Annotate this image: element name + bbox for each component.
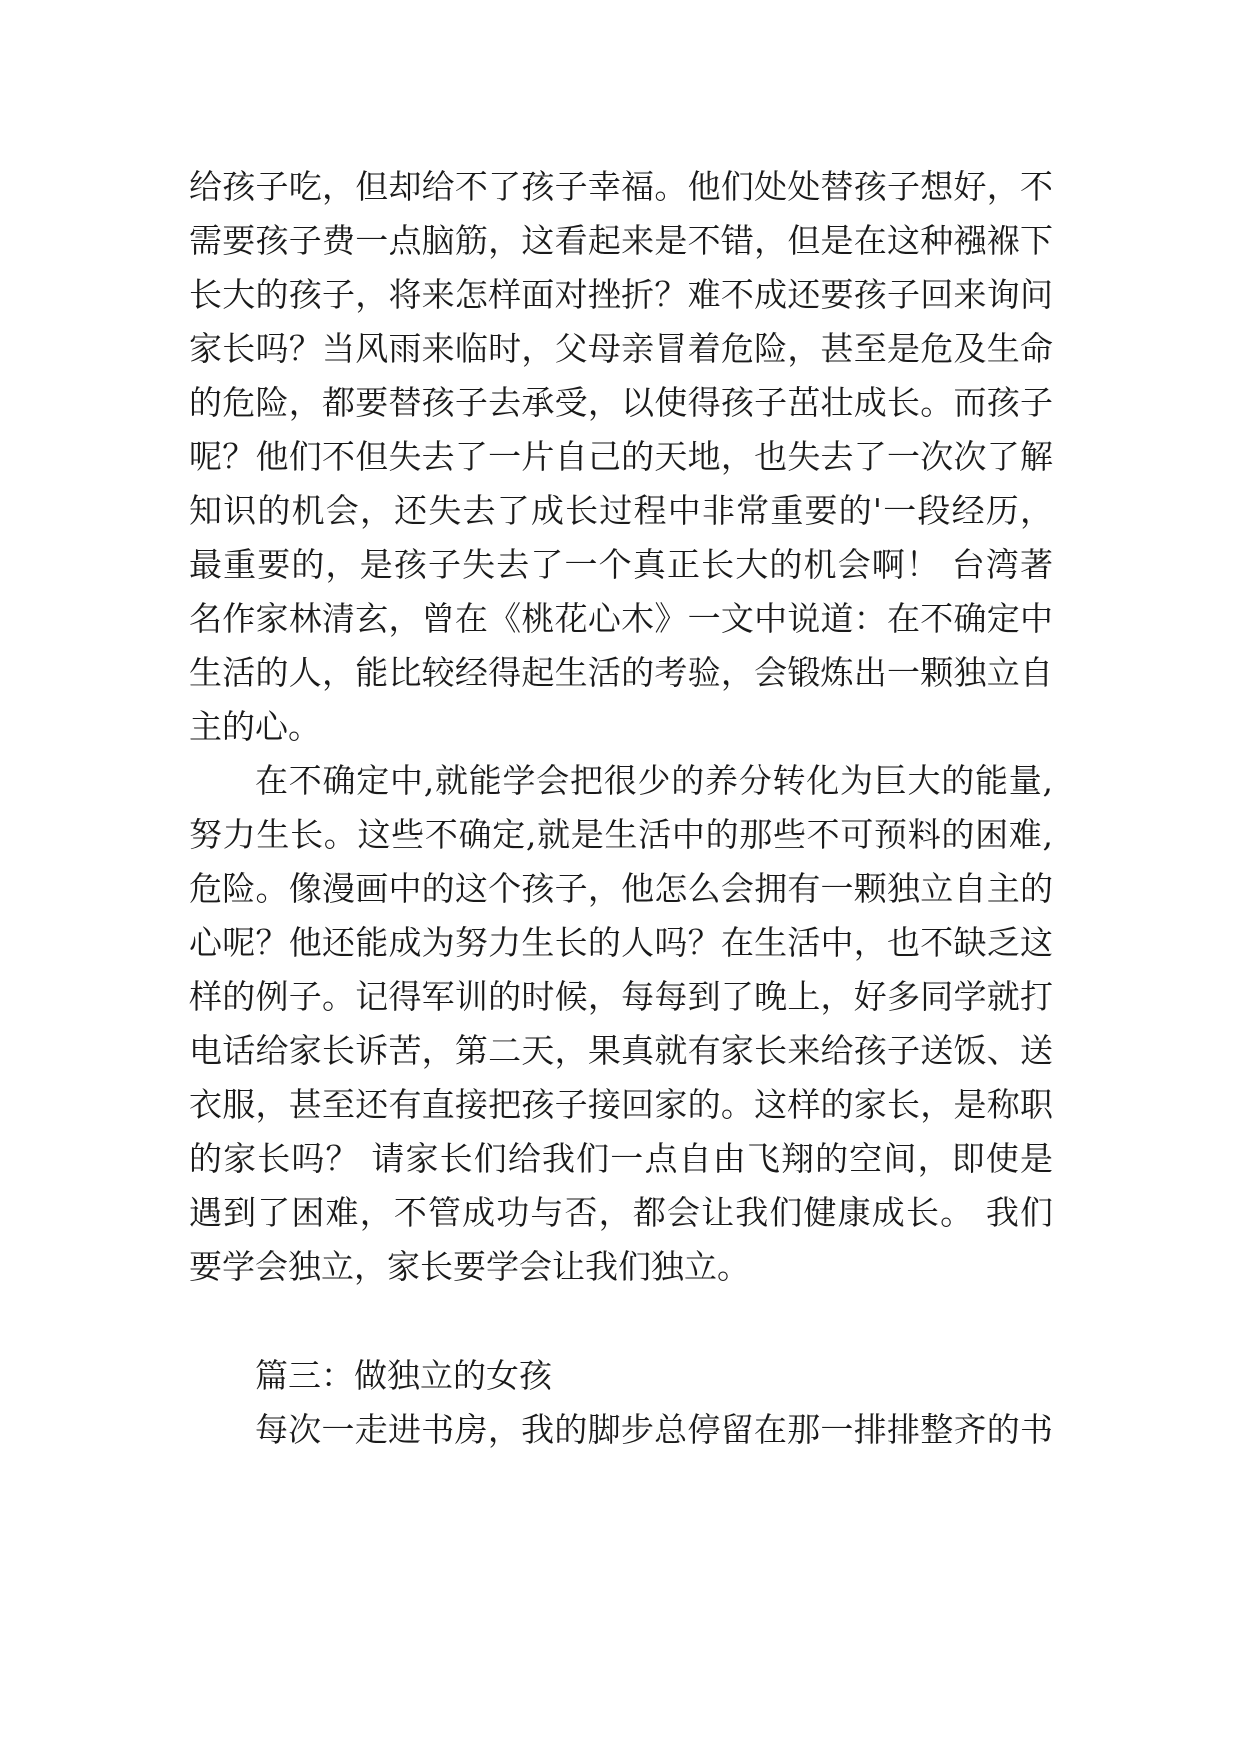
paragraph-line: 知识的机会，还失去了成长过程中非常重要的'一段经历， [189,491,1053,530]
paragraph-line: 努力生长。这些不确定,就是生活中的那些不可预料的困难, [189,815,1053,854]
paragraph-line: 要学会独立，家长要学会让我们独立。 [189,1247,750,1286]
paragraph-line: 名作家林清玄，曾在《桃花心木》一文中说道：在不确定中 [189,599,1053,638]
paragraph-line: 遇到了困难，不管成功与否，都会让我们健康成长。 我们 [189,1193,1053,1232]
paragraph-line: 呢？他们不但失去了一片自己的天地，也失去了一次次了解 [189,437,1053,476]
paragraph-line: 的危险，都要替孩子去承受，以使得孩子茁壮成长。而孩子 [189,383,1053,422]
paragraph-line: 电话给家长诉苦，第二天，果真就有家长来给孩子送饭、送 [189,1031,1053,1070]
paragraph-line: 主的心。 [189,707,321,746]
paragraph-line: 家长吗？当风雨来临时，父母亲冒着危险，甚至是危及生命 [189,329,1053,368]
paragraph-line: 生活的人，能比较经得起生活的考验，会锻炼出一颗独立自 [189,653,1053,692]
paragraph-line: 衣服，甚至还有直接把孩子接回家的。这样的家长，是称职 [189,1085,1053,1124]
paragraph-line: 样的例子。记得军训的时候，每每到了晚上，好多同学就打 [189,977,1053,1016]
paragraph-line: 的家长吗？ 请家长们给我们一点自由飞翔的空间，即使是 [189,1139,1053,1178]
paragraph-line: 长大的孩子，将来怎样面对挫折？难不成还要孩子回来询问 [189,275,1053,314]
paragraph-line: 在不确定中,就能学会把很少的养分转化为巨大的能量, [255,761,1053,800]
section-heading: 篇三：做独立的女孩 [255,1356,552,1395]
paragraph-line: 危险。像漫画中的这个孩子，他怎么会拥有一颗独立自主的 [189,869,1053,908]
paragraph-line: 最重要的，是孩子失去了一个真正长大的机会啊！ 台湾著 [189,545,1053,584]
paragraph-line: 心呢？他还能成为努力生长的人吗？在生活中，也不缺乏这 [189,923,1053,962]
paragraph-line: 给孩子吃，但却给不了孩子幸福。他们处处替孩子想好，不 [189,167,1053,206]
paragraph-line: 每次一走进书房，我的脚步总停留在那一排排整齐的书 [255,1410,1053,1449]
paragraph-line: 需要孩子费一点脑筋，这看起来是不错，但是在这种襁褓下 [189,221,1053,260]
